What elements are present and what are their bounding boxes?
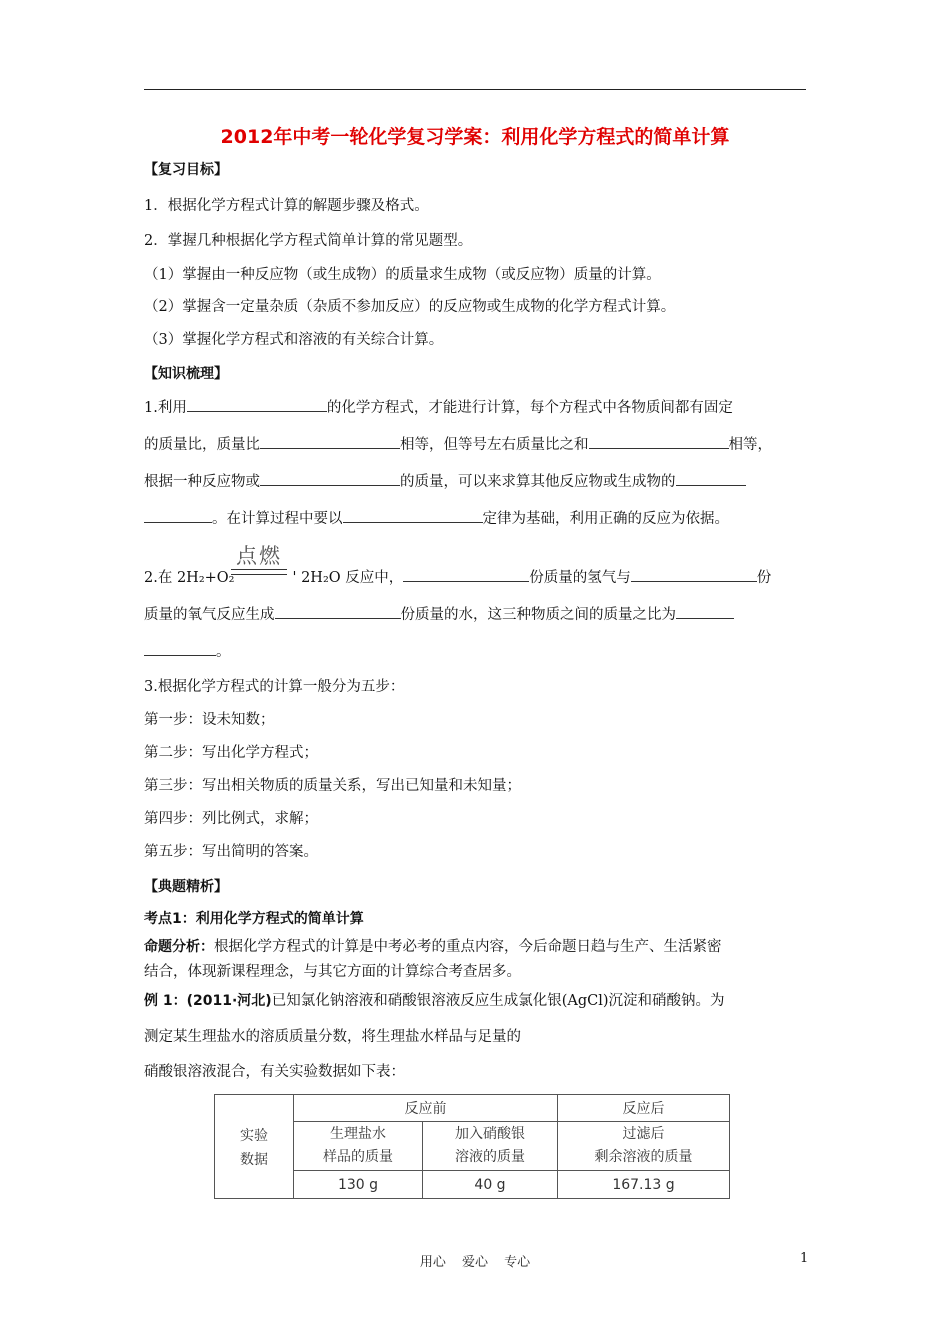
example-label: 例 1：(2011·河北) xyxy=(144,993,272,1009)
text-segment: 。在计算过程中要以 xyxy=(212,511,343,527)
analysis-label: 命题分析： xyxy=(144,939,214,955)
text-segment: 2.在 2H₂+O₂ xyxy=(144,570,235,586)
row-header-cell: 实验 数据 xyxy=(215,1095,294,1199)
step-line: 第三步：写出相关物质的质量关系，写出已知量和未知量； xyxy=(144,778,521,794)
review-goal-line: （2）掌握含一定量杂质（杂质不参加反应）的反应物或生成物的化学方程式计算。 xyxy=(144,299,676,315)
document-title: 2012年中考一轮化学复习学案：利用化学方程式的简单计算 xyxy=(220,126,730,148)
text-segment: 相等， xyxy=(728,437,772,453)
step-line: 第一步：设未知数； xyxy=(144,712,275,728)
fill-blank[interactable] xyxy=(631,567,757,582)
fill-blank[interactable] xyxy=(676,604,734,619)
experiment-data-table xyxy=(214,1094,730,1199)
fill-blank[interactable] xyxy=(343,508,483,523)
text-segment: 相等，但等号左右质量比之和 xyxy=(400,437,589,453)
fill-blank[interactable] xyxy=(260,434,400,449)
page-footer: 用心 爱心 专心 xyxy=(419,1255,531,1270)
table-cell: 167.13 g xyxy=(558,1171,730,1199)
group-header-before: 反应前 xyxy=(294,1095,558,1122)
text-segment: 质量的氧气反应生成 xyxy=(144,607,275,623)
review-goal-line: （1）掌握由一种反应物（或生成物）的质量求生成物（或反应物）质量的计算。 xyxy=(144,267,661,283)
fill-blank[interactable] xyxy=(589,434,729,449)
examples-heading: 【典题精析】 xyxy=(144,879,228,895)
knowledge-heading: 【知识梳理】 xyxy=(144,366,228,382)
column-header: 加入硝酸银 溶液的质量 xyxy=(423,1122,558,1171)
text-segment: 已知氯化钠溶液和硝酸银溶液反应生成氯化银(AgCl)沉淀和硝酸钠。为 xyxy=(271,993,725,1009)
column-header: 过滤后 剩余溶液的质量 xyxy=(558,1122,730,1171)
column-header: 生理盐水 样品的质量 xyxy=(294,1122,423,1171)
example-line-2: 测定某生理盐水的溶质质量分数，将生理盐水样品与足量的 xyxy=(144,1029,521,1045)
fill-blank[interactable] xyxy=(144,508,212,523)
text-segment: 份质量的水，这三种物质之间的质量之比为 xyxy=(400,607,676,623)
text-segment: 的质量比，质量比 xyxy=(144,437,260,453)
condition-label: 点燃 xyxy=(236,544,282,568)
group-header-after: 反应后 xyxy=(558,1095,730,1122)
text-segment: ' 2H₂O 反应中， xyxy=(292,570,404,586)
review-goals-heading: 【复习目标】 xyxy=(144,162,228,178)
table-cell: 40 g xyxy=(423,1171,558,1199)
text-segment: 份质量的氢气与 xyxy=(529,570,631,586)
page-number: 1 xyxy=(800,1251,809,1266)
header-rule xyxy=(144,89,806,90)
knowledge-line-4 xyxy=(144,508,816,529)
example-line-1 xyxy=(144,991,816,1011)
step-line: 第四步：列比例式，求解； xyxy=(144,811,318,827)
fill-blank[interactable] xyxy=(144,641,216,656)
text-segment: 根据化学方程式的计算是中考必考的重点内容，今后命题日趋与生产、生活紧密 xyxy=(214,939,722,955)
fill-blank[interactable] xyxy=(403,567,529,582)
review-goal-line: （3）掌握化学方程式和溶液的有关综合计算。 xyxy=(144,332,444,348)
fill-blank[interactable] xyxy=(187,397,327,412)
knowledge-line-5 xyxy=(144,567,816,588)
text-segment: 的质量，可以来求算其他反应物或生成物的 xyxy=(400,474,676,490)
exam-point-title: 考点1：利用化学方程式的简单计算 xyxy=(144,911,364,927)
text-segment: 定律为基础，利用正确的反应为依据。 xyxy=(482,511,729,527)
knowledge-line-2 xyxy=(144,434,816,455)
step-line: 第五步：写出简明的答案。 xyxy=(144,844,318,860)
text-segment: 根据一种反应物或 xyxy=(144,474,260,490)
knowledge-line-6 xyxy=(144,604,816,625)
knowledge-line-1 xyxy=(144,397,816,418)
fill-blank[interactable] xyxy=(676,471,746,486)
text-segment: 的化学方程式，才能进行计算，每个方程式中各物质间都有固定 xyxy=(326,400,733,416)
review-goal-line: 2．掌握几种根据化学方程式简单计算的常见题型。 xyxy=(144,233,473,249)
text-segment: 。 xyxy=(216,644,231,660)
example-line-3: 硝酸银溶液混合，有关实验数据如下表： xyxy=(144,1064,405,1080)
knowledge-line-3 xyxy=(144,471,816,492)
steps-intro: 3.根据化学方程式的计算一般分为五步： xyxy=(144,679,405,695)
fill-blank[interactable] xyxy=(260,471,400,486)
step-line: 第二步：写出化学方程式； xyxy=(144,745,318,761)
table-cell: 130 g xyxy=(294,1171,423,1199)
text-segment: 1.利用 xyxy=(144,400,187,416)
text-segment: 份 xyxy=(756,570,772,586)
analysis-line-2: 结合，体现新课程理念，与其它方面的计算综合考查居多。 xyxy=(144,964,521,980)
knowledge-line-7 xyxy=(144,641,816,662)
analysis-line-1 xyxy=(144,937,816,957)
review-goal-line: 1．根据化学方程式计算的解题步骤及格式。 xyxy=(144,198,429,214)
fill-blank[interactable] xyxy=(275,604,401,619)
